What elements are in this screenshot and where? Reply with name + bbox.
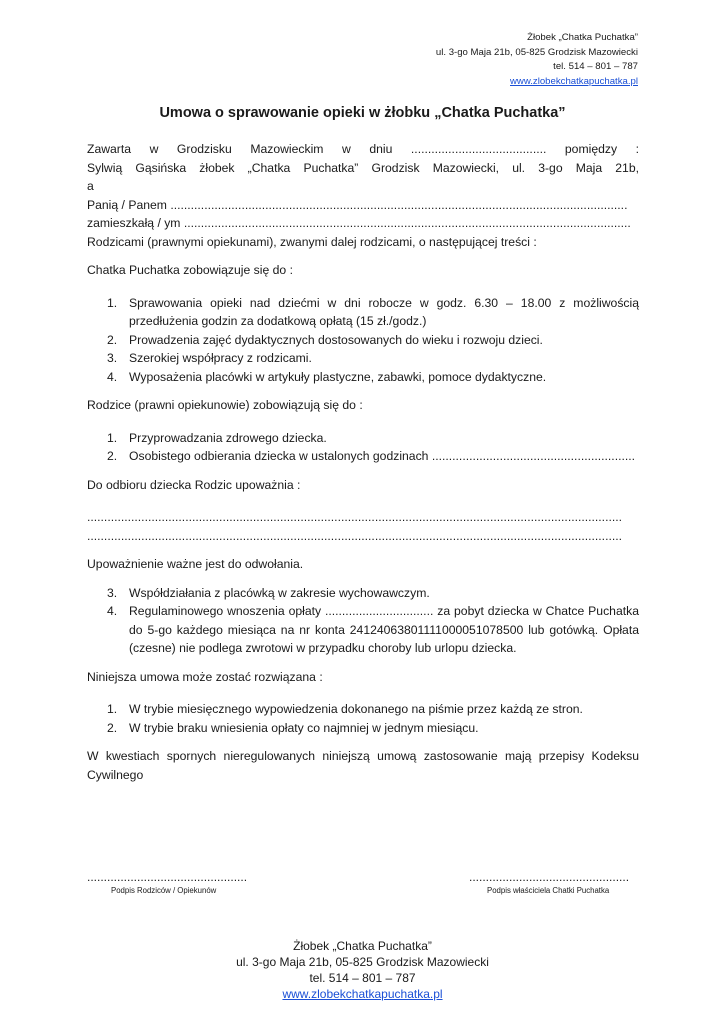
document-title: Umowa o sprawowanie opieki w żłobku „Chatka Puchatka”: [159, 105, 566, 121]
section4-heading: Niniejsza umowa może zostać rozwiązana :: [87, 669, 323, 684]
list-item: 2. W trybie braku wniesienia opłaty co najmniej w jednym miesiącu.: [107, 720, 479, 735]
list-item: 4. Wyposażenia placówki w artykuły plastyczne, zabawki, pomoce dydaktyczne.: [107, 369, 547, 384]
parent-signature-line: ................................................: [87, 870, 248, 884]
footer-address: ul. 3-go Maja 21b, 05-825 Grodzisk Mazowiecki: [236, 955, 489, 969]
list-item: 1. W trybie miesięcznego wypowiedzenia dokonanego na piśmie przez każdą ze stron.: [107, 702, 583, 716]
intro-line-5: zamieszkałą / ym ....................................................................................................................................: [87, 216, 631, 230]
list-item: 1. Przyprowadzania zdrowego dziecka.: [107, 430, 327, 445]
page-header: [436, 31, 638, 89]
list-item: 3. Współdziałania z placówką w zakresie wychowawczym.: [107, 585, 430, 600]
section4-list: [87, 700, 639, 737]
owner-signature-caption: Podpis właściciela Chatki Puchatka: [487, 886, 610, 895]
section1-list: [87, 294, 639, 387]
section3-heading: Do odbioru dziecka Rodzic upoważnia :: [87, 477, 301, 492]
list-item: 4. Regulaminowego wnoszenia opłaty ................................ za pobyt dziecka w Chatce Puchatka do 5-go każdego miesiąca na nr konta 24124063801111000051078500 lub gotówką. Opłata (czesne) nie podlega zwrotowi w przypadku choroby lub urlopu dziecka.: [107, 604, 639, 655]
header-name: Żłobek „Chatka Puchatka”: [527, 32, 638, 43]
header-phone: tel. 514 – 801 – 787: [553, 61, 638, 72]
section2-heading: Rodzice (prawni opiekunowie) zobowiązują się do :: [87, 398, 363, 412]
authorization-note: Upoważnienie ważne jest do odwołania.: [87, 557, 304, 571]
footer-phone: tel. 514 – 801 – 787: [309, 971, 416, 985]
section3-list: [87, 584, 639, 658]
intro-line-4: Panią / Panem .......................................................................................................................................: [87, 197, 628, 212]
intro-line-3: a: [87, 179, 94, 193]
authorized-person-line-1: ..............................................................................................................................................................: [87, 510, 623, 524]
intro-line-1: Zawarta w Grodzisku Mazowieckim w dniu ........................................ pomiędzy :: [87, 142, 639, 156]
list-item: 1. Sprawowania opieki nad dziećmi w dni robocze w godz. 6.30 – 18.00 z możliwością przedłużenia godzin za dodatkową opłatą (15 zł./godz.): [107, 295, 639, 328]
owner-signature-line: ................................................: [469, 870, 630, 884]
header-address: ul. 3-go Maja 21b, 05-825 Grodzisk Mazowiecki: [435, 46, 638, 58]
page-footer: [0, 938, 725, 1002]
owner-signature: [469, 870, 629, 895]
list-item: 2. Osobistego odbierania dziecka w ustalonych godzinach ............................................................: [107, 449, 636, 463]
list-item: 3. Szerokiej współpracy z rodzicami.: [107, 351, 312, 365]
section1-heading: Chatka Puchatka zobowiązuje się do :: [87, 263, 293, 277]
parent-signature: [87, 870, 247, 895]
section2-list: [87, 429, 639, 466]
authorized-person-line-2: ..............................................................................................................................................................: [87, 528, 623, 543]
document-body: [87, 140, 639, 784]
footer-name: Żłobek „Chatka Puchatka”: [293, 939, 432, 953]
footer-website-link[interactable]: www.zlobekchatkapuchatka.pl: [282, 987, 443, 1001]
parent-signature-caption: Podpis Rodziców / Opiekunów: [111, 886, 217, 895]
list-item: 2. Prowadzenia zajęć dydaktycznych dostosowanych do wieku i rozwoju dzieci.: [107, 332, 543, 347]
header-website-link[interactable]: www.zlobekchatkapuchatka.pl: [510, 75, 638, 87]
intro-line-6: Rodzicami (prawnymi opiekunami), zwanymi dalej rodzicami, o następującej treści :: [87, 234, 537, 249]
closing-paragraph: W kwestiach spornych nieregulowanych niniejszą umową zastosowanie mają przepisy Kodeksu Cywilnego: [87, 749, 639, 782]
intro-line-2: Sylwią Gąsińska żłobek „Chatka Puchatka” Grodzisk Mazowiecki, ul. 3-go Maja 21b,: [87, 160, 639, 175]
